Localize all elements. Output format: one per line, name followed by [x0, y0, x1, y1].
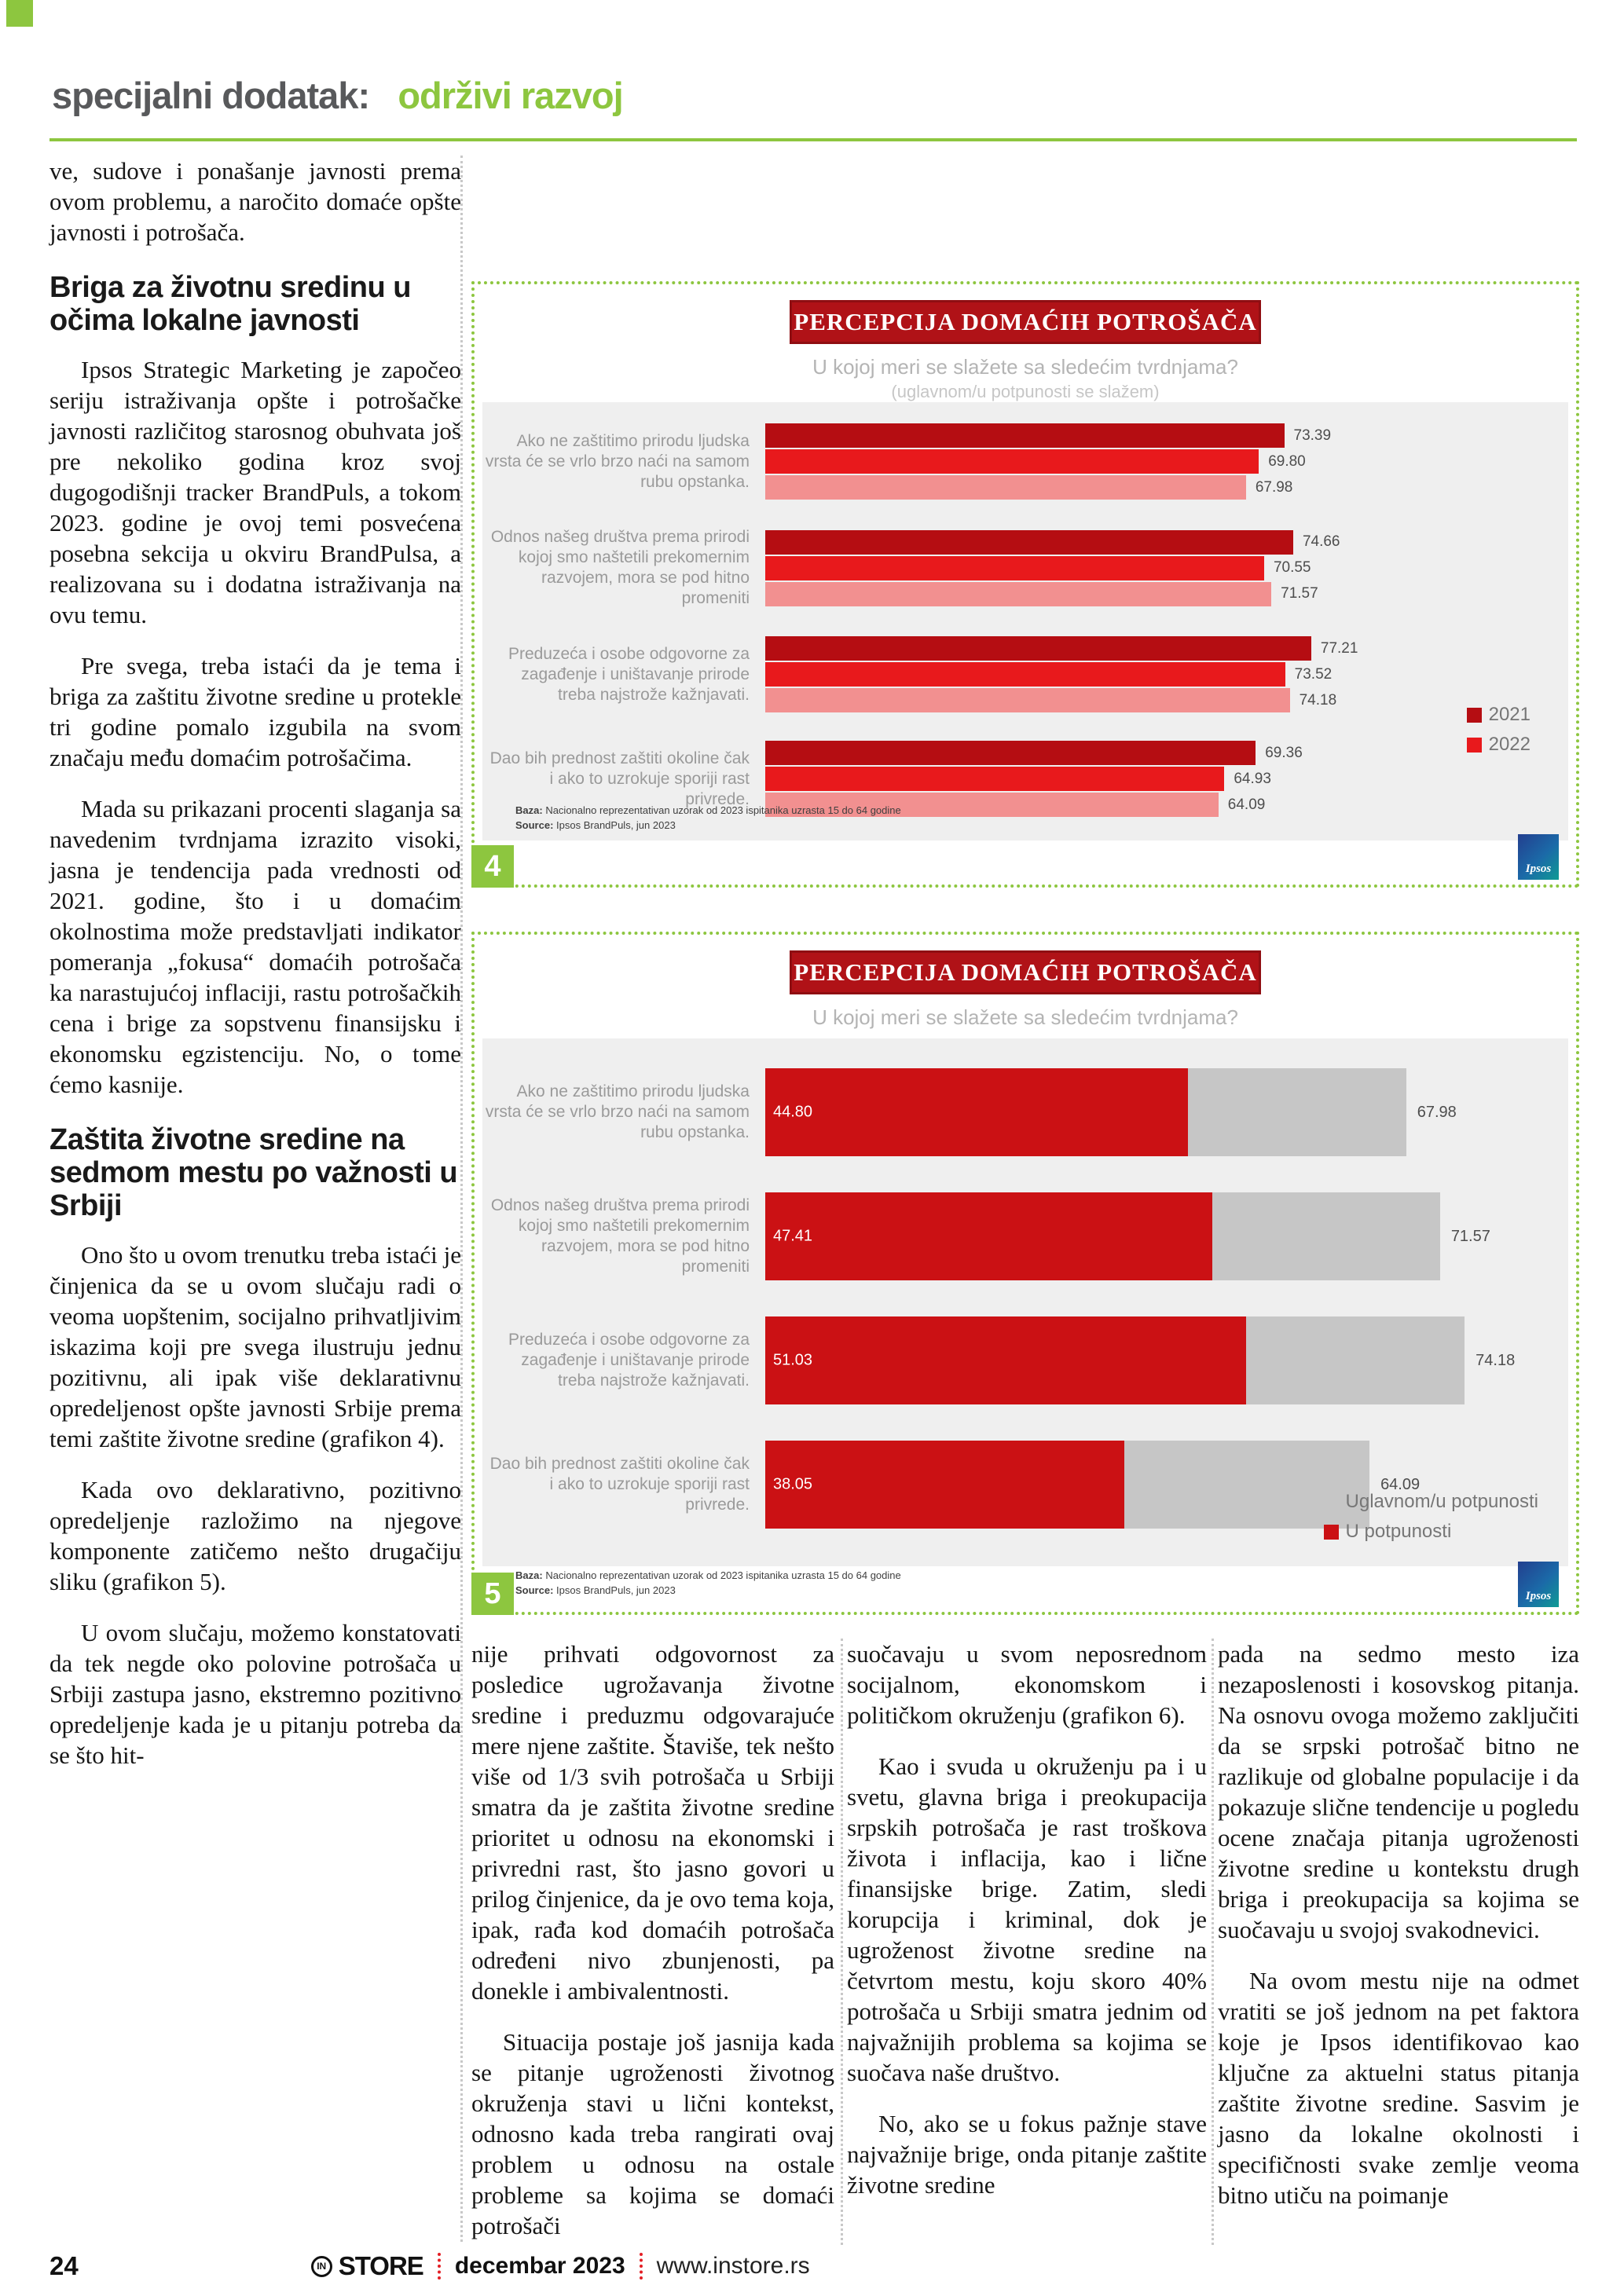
- footnote-base-text: Nacionalno reprezentativan uzorak od 2023 ispitanika uzrasta 15 do 64 godine: [545, 1569, 901, 1581]
- bar-group: [765, 529, 1568, 607]
- stacked-bar: [765, 1316, 1465, 1404]
- chart-footnote: [515, 1568, 901, 1598]
- bar-value-label: 64.93: [1234, 770, 1271, 787]
- paragraph: No, ako se u fokus pažnje stave najvažnije brige, onda pitanje zaštite životne sredine: [847, 2110, 1207, 2199]
- paragraph: Situacija postaje još jasnija kada se pitanje ugroženosti životnog okruženja stavi u lični kontekst, odnosno kada treba rangirati ovaj problem u odnosu na ostale probleme sa kojima se domaći potrošači: [471, 2028, 834, 2239]
- stacked-bar-row: [482, 1192, 1568, 1280]
- chart-footnote: [515, 803, 901, 833]
- grouped-bar-plot: [482, 402, 1568, 840]
- paragraph: ve, sudove i ponašanje javnosti prema ovom problemu, a naročito domaće opšte javnosti i potrošača.: [49, 157, 461, 246]
- subheading-zastita: Zaštita životne sredine na sedmom mestu po važnosti u Srbiji: [49, 1123, 458, 1222]
- column-separator: [1212, 1639, 1214, 2245]
- legend-swatch: [1324, 1525, 1339, 1540]
- chart-subtitle: U kojoj meri se slažete sa sledećim tvrdnjama?: [812, 355, 1238, 379]
- footnote-base-label: Baza:: [515, 1569, 543, 1581]
- bar: [765, 423, 1285, 448]
- bar-segment-full-agree: [765, 1316, 1246, 1404]
- section-header: [52, 74, 623, 117]
- bar-segment-full-agree: [765, 1068, 1188, 1156]
- chart-subtitle-2: (uglavnom/u potpunosti se slažem): [891, 382, 1160, 401]
- bar-value-label: 51.03: [773, 1351, 813, 1369]
- paragraph: Na ovom mestu nije na odmet vratiti se još jednom na pet faktora koje je Ipsos identifikovao kao ključne za aktuelni status pitanja zaštite životne sredine. Sasvim je jasno da lokalne okolnosti i specifičnosti svake zemlje veoma bitno utiču na poimanje: [1218, 1967, 1579, 2209]
- ipsos-logo: [1518, 1562, 1559, 1607]
- bar-line: [765, 635, 1568, 661]
- bar: [765, 556, 1264, 580]
- bar-value-label: 69.36: [1265, 744, 1303, 761]
- category-label: Preduzeća i osobe odgovorne za zagađenje i uništavanje prirode treba najstrože kažnjavati.: [508, 644, 750, 704]
- legend-label: Uglavnom/u potpunosti: [1345, 1491, 1538, 1512]
- bar: [765, 767, 1224, 791]
- paragraph: Mada su prikazani procenti slaganja sa navedenim tvrdnjama izrazito visoki, jasna je tendencija pada vrednosti od 2021. godine, što i u domaćim okolnostima može predstavljati indikator pomeranja „fokusa“ domaćih potrošača ka narastujućoj inflaciji, rastu potrošačkih cena i brige za sopstvenu finansijsku i ekonomsku egzistenciju. No, o tome ćemo kasnije.: [49, 795, 461, 1098]
- page-number: 24: [49, 2251, 79, 2280]
- ipsos-logo-text: Ipsos: [1525, 1590, 1552, 1602]
- bar-segment-mostly-agree: [1246, 1316, 1465, 1404]
- chart-legend: [1467, 696, 1531, 756]
- bar: [765, 475, 1246, 500]
- chart-panel-5: [471, 932, 1579, 1615]
- stacked-bar: [765, 1068, 1406, 1156]
- legend-label: U potpunosti: [1345, 1521, 1452, 1542]
- bar-value-label: 67.98: [1255, 478, 1293, 496]
- chart-title: PERCEPCIJA DOMAĆIH POTROŠAČA: [794, 958, 1257, 986]
- legend-swatch: [1324, 1495, 1339, 1510]
- bar-total-label: 74.18: [1476, 1351, 1516, 1369]
- bar-segment-full-agree: [765, 1441, 1124, 1529]
- bar: [765, 741, 1256, 765]
- subheading-briga: Briga za životnu sredinu u očima lokalne javnosti: [49, 271, 411, 337]
- bar-line: [765, 661, 1568, 687]
- bar-segment-full-agree: [765, 1192, 1212, 1280]
- stacked-bar-row: [482, 1068, 1568, 1156]
- legend-item: [1467, 704, 1531, 726]
- chart-legend: [1324, 1483, 1538, 1543]
- paragraph: Ono što u ovom trenutku treba istaći je činjenica da se u ovom slučaju radi o veoma uopštenim, socijalno prihvatljivim iskazima koji pre svega ilustruju jednu pozitivnu, ali ipak više deklarativnu opredeljenost opšte javnosti Srbije prema temi zaštite životne sredine (grafikon 4).: [49, 1241, 461, 1452]
- footnote-base-label: Baza:: [515, 804, 543, 816]
- bar: [765, 449, 1259, 474]
- bar-value-label: 70.55: [1273, 559, 1311, 576]
- chart-title-box: [790, 300, 1261, 344]
- article-column-1: [49, 156, 461, 1771]
- bar: [765, 636, 1311, 661]
- figure-number-badge: 5: [471, 1573, 514, 1615]
- article-column-3: [847, 1639, 1207, 2200]
- column-separator: [841, 1639, 843, 2245]
- store-logo-text: STORE: [338, 2251, 423, 2280]
- website-link[interactable]: www.instore.rs: [656, 2253, 810, 2279]
- bar-segment-mostly-agree: [1188, 1068, 1406, 1156]
- footnote-source-text: Ipsos BrandPuls, jun 2023: [556, 1584, 676, 1596]
- paragraph: U ovom slučaju, možemo konstatovati da tek negde oko polovine potrošača u Srbiji zastupa jasno, ekstremno pozitivno opredeljenje kada je u pitanju potreba da se što hit-: [49, 1619, 461, 1769]
- paragraph: pada na sedmo mesto iza nezaposlenosti i kosovskog pitanja. Na osnovu ovoga možemo zaključiti da se srpski potrošač bitno ne razlikuje od globalne populacije i da pokazuje slične tendencije u pogledu ocene značaja pitanja ugroženosti životne sredine u kontekstu drugh briga i preokupacija sa kojima se suočavaju u svojoj svakodnevici.: [1218, 1640, 1579, 1943]
- bar-line: [765, 423, 1568, 449]
- stacked-bar-row: [482, 1316, 1568, 1404]
- bar: [765, 688, 1290, 712]
- article-column-2: [471, 1639, 834, 2241]
- footer-separator: [438, 2253, 441, 2280]
- section-header-prefix: specijalni dodatak:: [52, 75, 370, 116]
- category-label: Dao bih prednost zaštiti okoline čak i ako to uzrokuje sporiji rast privrede.: [489, 749, 750, 808]
- bar-group-row: [482, 423, 1568, 500]
- bar-value-label: 71.57: [1281, 585, 1318, 602]
- chart-subtitle: U kojoj meri se slažete sa sledećim tvrdnjama?: [812, 1005, 1238, 1029]
- legend-label: 2022: [1488, 734, 1531, 755]
- category-label: Ako ne zaštitimo prirodu ljudska vrsta će se vrlo brzo naći na samom rubu opstanka.: [485, 1082, 750, 1141]
- bar-total-label: 67.98: [1417, 1103, 1457, 1121]
- bar-segment-mostly-agree: [1212, 1192, 1440, 1280]
- footnote-source-label: Source:: [515, 1584, 554, 1596]
- bar-line: [765, 474, 1568, 500]
- in-logo-icon: IN: [311, 2256, 332, 2277]
- footnote-base-text: Nacionalno reprezentativan uzorak od 2023 ispitanika uzrasta 15 do 64 godine: [545, 804, 901, 816]
- bar: [765, 662, 1285, 687]
- category-label: Preduzeća i osobe odgovorne za zagađenje i uništavanje prirode treba najstrože kažnjavati.: [508, 1331, 750, 1390]
- header-rule: [49, 138, 1577, 141]
- ipsos-logo: [1518, 834, 1559, 880]
- category-label: Odnos našeg društva prema prirodi kojoj smo naštetili prekomernim razvojem, mora se pod hitno promeniti: [490, 1196, 750, 1276]
- bar-value-label: 64.09: [1227, 796, 1266, 813]
- legend-item: [1324, 1521, 1538, 1543]
- footnote-source-text: Ipsos BrandPuls, jun 2023: [556, 819, 676, 831]
- paragraph: Ipsos Strategic Marketing je započeo seriju istraživanja opšte i potrošačke javnosti različitog starosnog obuhvata još pre nekoliko godina kroz svoj dugogodišnji tracker BrandPuls, a tokom 2023. godine je ovoj temi posvećena posebna sekcija u okviru BrandPulsa, a realizovana su i dodatna istraživanja na ovu temu.: [49, 356, 461, 628]
- stacked-bar: [765, 1192, 1440, 1280]
- paragraph: suočavaju u svom neposrednom socijalnom, ekonomskom i političkom okruženju (grafikon 6).: [847, 1640, 1207, 1729]
- chart-panel-4: [471, 281, 1579, 888]
- issue-date: decembar 2023: [454, 2253, 625, 2279]
- bar-line: [765, 740, 1568, 766]
- paragraph: Kao i svuda u okruženju pa i u svetu, glavna briga i preokupacija srpskih potrošača je rast troškova života i inflacija, kao i lične finansijske brige. Zatim, sledi korupcija i kriminal, dok je ugroženost životne sredine na četvrtom mestu, koju skoro 40% potrošača u Srbiji smatra jednim od najvažnijih problema sa kojima se suočava naše društvo.: [847, 1752, 1207, 2086]
- figure-number-badge: 4: [471, 845, 514, 888]
- legend-item: [1467, 734, 1531, 756]
- category-label: Dao bih prednost zaštiti okoline čak i ako to uzrokuje sporiji rast privrede.: [489, 1455, 750, 1514]
- bar-value-label: 74.18: [1299, 691, 1337, 709]
- bar-line: [765, 687, 1568, 713]
- category-label: Odnos našeg društva prema prirodi kojoj smo naštetili prekomernim razvojem, mora se pod hitno promeniti: [490, 528, 750, 607]
- bar-line: [765, 449, 1568, 474]
- bar-group: [765, 423, 1568, 500]
- bar-value-label: 77.21: [1320, 639, 1358, 657]
- bar-line: [765, 529, 1568, 555]
- legend-swatch: [1467, 738, 1482, 753]
- bar-group: [765, 635, 1568, 713]
- category-label: Ako ne zaštitimo prirodu ljudska vrsta će se vrlo brzo naći na samom rubu opstanka.: [485, 431, 750, 491]
- bar: [765, 582, 1271, 606]
- section-header-highlight: održivi razvoj: [398, 75, 623, 116]
- bar-value-label: 38.05: [773, 1475, 813, 1493]
- bar-line: [765, 766, 1568, 792]
- bar-total-label: 71.57: [1450, 1227, 1490, 1245]
- chart-title: PERCEPCIJA DOMAĆIH POTROŠAČA: [794, 308, 1257, 335]
- legend-swatch: [1467, 708, 1482, 723]
- paragraph: nije prihvati odgovornost za posledice ugrožavanja životne sredine i preduzmu odgovarajuće mere njene zaštite. Štaviše, tek nešto više od 1/3 svih potrošača u Srbiji smatra da je zaštita životne sredine prioritet u odnosu na ekonomski i privredni rast, što jasno govori u prilog činjenice, da je ovo tema koja, ipak, rađa kod domaćih potrošača određeni nivo zbunjenosti, pa donekle i ambivalentnosti.: [471, 1640, 834, 2005]
- bar-value-label: 73.52: [1294, 665, 1333, 683]
- bar-value-label: 47.41: [773, 1227, 813, 1245]
- corner-accent-square: [6, 0, 33, 27]
- bar-line: [765, 555, 1568, 581]
- chart-title-box: [790, 950, 1261, 994]
- column-separator: [460, 156, 463, 2242]
- bar-value-label: 74.66: [1302, 533, 1340, 550]
- instore-brand: [311, 2251, 810, 2281]
- ipsos-logo-text: Ipsos: [1525, 862, 1552, 875]
- footnote-source-label: Source:: [515, 819, 554, 831]
- legend-label: 2021: [1488, 704, 1531, 725]
- bar-group-row: [482, 527, 1568, 609]
- bar-group-row: [482, 635, 1568, 713]
- paragraph: Kada ovo deklarativno, pozitivno opredeljenje razložimo na njegove komponente zatičemo nešto drugačiju sliku (grafikon 5).: [49, 1476, 461, 1595]
- bar-total-label: 64.09: [1380, 1475, 1421, 1493]
- bar-value-label: 44.80: [773, 1103, 813, 1121]
- legend-item: [1324, 1491, 1538, 1513]
- bar-value-label: 69.80: [1268, 452, 1306, 470]
- paragraph: Pre svega, treba istaći da je tema i briga za zaštitu životne sredine u protekle tri godine pomalo izgubila na svom značaju među domaćim potrošačima.: [49, 652, 461, 771]
- bar: [765, 530, 1293, 555]
- footer-separator: [640, 2253, 643, 2280]
- article-column-4: [1218, 1639, 1579, 2210]
- bar-value-label: 73.39: [1293, 427, 1332, 444]
- page-footer: [49, 2248, 1579, 2284]
- bar-line: [765, 581, 1568, 607]
- stacked-bar: [765, 1441, 1369, 1529]
